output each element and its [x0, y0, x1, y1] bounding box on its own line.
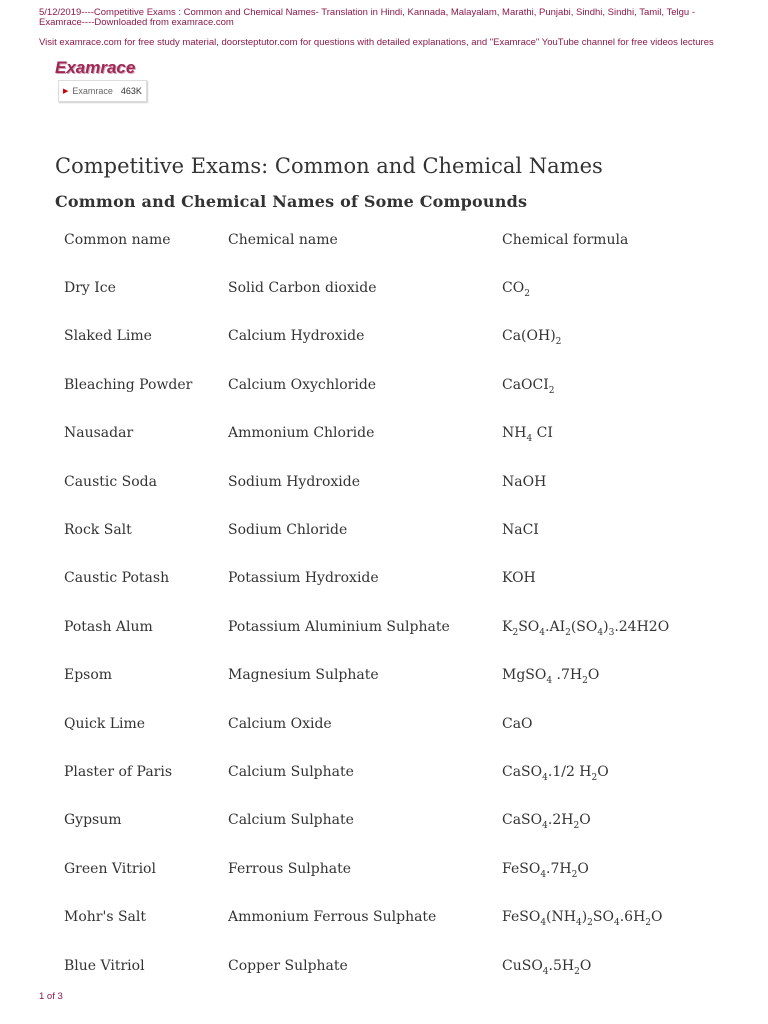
chemical-formula-cell: $CO_2$: [502, 280, 530, 299]
table-row: [64, 522, 744, 546]
table-row: [64, 909, 744, 933]
chemical-formula-cell: NaCI: [502, 522, 539, 538]
common-name-cell: Mohr's Salt: [64, 909, 146, 926]
chemical-name-cell: Solid Carbon dioxide: [228, 280, 377, 296]
table-row: [64, 958, 744, 982]
header-line-2: Visit examrace.com for free study material, doorsteptutor.com for questions with detailed explanations, and "Examrace" YouTube channel for free videos lectures: [39, 37, 714, 48]
youtube-channel-label: Examrace: [72, 86, 113, 96]
chemical-name-cell: Calcium Oxide: [228, 715, 332, 732]
chemical-formula-cell: $Ca(OH)_2$: [502, 328, 562, 348]
common-name-cell: Potash Alum: [64, 618, 153, 635]
chemical-formula-cell: $CaSO_4.2H_2O$: [502, 812, 591, 832]
common-name-cell: Quick Lime: [64, 715, 146, 732]
chemical-name-cell: Sodium Hydroxide: [228, 473, 361, 490]
table-row: [64, 619, 744, 643]
youtube-play-icon: ▶: [63, 88, 69, 95]
chemical-name-cell: Calcium Sulphate: [228, 812, 354, 829]
common-name-cell: Blue Vitriol: [64, 957, 145, 974]
table-row: [64, 474, 744, 498]
chemical-name-cell: Calcium Sulphate: [228, 764, 354, 780]
table-row: [64, 328, 744, 352]
page-number: 1 of 3: [39, 991, 63, 1002]
common-name-cell: Caustic Soda: [64, 473, 157, 490]
page-title: Competitive Exams: Common and Chemical Names: [55, 154, 603, 178]
chemical-formula-cell: CaOCI$_2$: [502, 376, 555, 396]
chemical-name-cell: Ammonium Ferrous Sulphate: [228, 909, 437, 926]
common-name-cell: Green Vitriol: [64, 860, 156, 877]
common-name-cell: Slaked Lime: [64, 328, 152, 345]
chemical-name-cell: Copper Sulphate: [228, 957, 348, 974]
chemical-name-cell: Magnesium Sulphate: [228, 667, 379, 684]
common-name-cell: Gypsum: [64, 812, 122, 829]
chemical-name-cell: Potassium Hydroxide: [228, 570, 379, 587]
table-row: [64, 812, 744, 836]
chemical-name-cell: Ammonium Chloride: [228, 425, 375, 442]
chemical-formula-cell: $FeSO_4(NH_4)_2SO_4.6H_2O$: [502, 909, 663, 929]
chemical-formula-cell: CaSO$_4$.1/2 $H_2O$: [502, 764, 609, 783]
chemical-formula-cell: $FeSO_4.7H_2O$: [502, 860, 589, 880]
common-name-cell: Nausadar: [64, 425, 134, 442]
chemical-formula-cell: MgSO$_4$ $.7H_2O$: [502, 667, 600, 687]
chemical-name-cell: Sodium Chloride: [228, 522, 348, 538]
common-name-cell: Plaster of Paris: [64, 764, 173, 780]
chemical-name-cell: Potassium Aluminium Sulphate: [228, 618, 450, 635]
column-header-chemical: Chemical name: [228, 232, 338, 248]
examrace-logo[interactable]: Examrace: [55, 58, 136, 77]
common-name-cell: Dry Ice: [64, 280, 116, 296]
chemical-name-cell: Calcium Oxychloride: [228, 376, 377, 393]
chemical-formula-cell: $K_2SO_4.AI_2(SO_4)_3.24H2O$: [502, 618, 670, 638]
table-row: [64, 861, 744, 885]
common-name-cell: Rock Salt: [64, 522, 132, 538]
table-row: [64, 280, 744, 304]
chemical-formula-cell: $NH_4$ CI: [502, 425, 553, 445]
chemical-name-cell: Ferrous Sulphate: [228, 860, 352, 877]
section-title: Common and Chemical Names of Some Compounds: [55, 192, 528, 211]
table-row: [64, 764, 744, 788]
table-header-row: [64, 232, 744, 256]
chemical-name-cell: Calcium Hydroxide: [228, 328, 365, 345]
chemical-formula-cell: $CuSO_4.5H_2O$: [502, 957, 592, 977]
header-line-1: 5/12/2019----Competitive Exams : Common and Chemical Names- Translation in Hindi, Kannada, Malayalam, Marathi, Punjabi, Sindhi, Sindhi, Tamil, Telgu - Examrace----Downloaded from examrace.com: [39, 7, 695, 28]
chemical-formula-cell: CaO: [502, 715, 533, 732]
table-row: [64, 377, 744, 401]
column-header-formula: Chemical formula: [502, 232, 629, 248]
column-header-common: Common name: [64, 232, 171, 248]
table-row: [64, 570, 744, 594]
youtube-subscribe-button[interactable]: [58, 80, 147, 102]
youtube-subscriber-count: 463K: [120, 86, 142, 96]
table-row: [64, 667, 744, 691]
common-name-cell: Caustic Potash: [64, 570, 170, 587]
chemical-formula-cell: NaOH: [502, 473, 547, 490]
table-row: [64, 425, 744, 449]
chemical-formula-cell: KOH: [502, 570, 536, 587]
common-name-cell: Bleaching Powder: [64, 376, 193, 393]
table-row: [64, 716, 744, 740]
common-name-cell: Epsom: [64, 667, 113, 684]
